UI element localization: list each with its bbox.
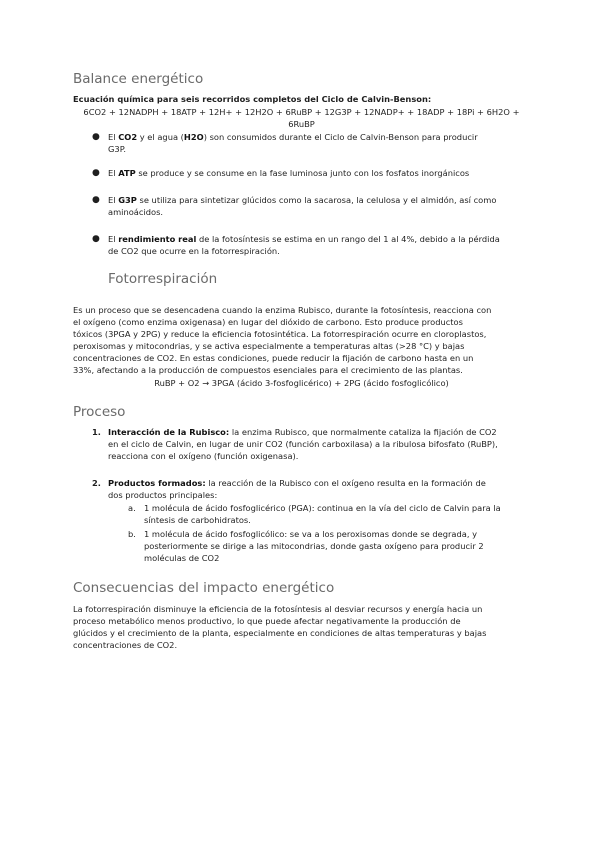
bullet-marker: ● bbox=[92, 234, 100, 244]
section-heading-proceso: Proceso bbox=[73, 404, 126, 420]
subitem-b-line-1: 1 molécula de ácido fosfoglicólico: se va a los peroxisomas donde se degrada, y bbox=[144, 529, 478, 539]
subitem-b-line-3: moléculas de CO2 bbox=[144, 553, 220, 563]
bullet-4-line-2: de CO2 que ocurre en la fotorrespiración. bbox=[108, 246, 280, 256]
reaction-equation: RuBP + O2 → 3PGA (ácido 3-fosfoglicérico) + 2PG (ácido fosfoglicólico) bbox=[154, 378, 449, 388]
paragraph-line: La fotorrespiración disminuye la eficiencia de la fotosíntesis al desviar recursos y energía hacia un bbox=[73, 604, 483, 614]
paragraph-line: el oxígeno (como enzima oxigenasa) en lugar del dióxido de carbono. Esto produce productos bbox=[73, 317, 463, 327]
paragraph-line: concentraciones de CO2. bbox=[73, 640, 178, 650]
bullet-marker: ● bbox=[92, 195, 100, 205]
equation-label: Ecuación química para seis recorridos completos del Ciclo de Calvin-Benson: bbox=[73, 94, 432, 104]
section-heading-consecuencias: Consecuencias del impacto energético bbox=[73, 580, 335, 596]
section-heading-fotorrespiracion: Fotorrespiración bbox=[108, 271, 218, 287]
sublist-letter: a. bbox=[128, 503, 136, 513]
paragraph-line: tóxicos (3PGA y 2PG) y reduce la eficiencia fotosintética. La fotorrespiración ocurre en cloroplastos, bbox=[73, 329, 487, 339]
paragraph-line: peroxisomas y mitocondrias, y se activa especialmente a temperaturas altas (>28 °C) y bajas bbox=[73, 341, 465, 351]
item-1-line-3: reacciona con el oxígeno (función oxigenasa). bbox=[108, 451, 299, 461]
bullet-1-line-1: El CO2 y el agua (H2O) son consumidos durante el Ciclo de Calvin-Benson para producir bbox=[108, 132, 478, 142]
paragraph-line: glúcidos y el crecimiento de la planta, especialmente en condiciones de altas temperaturas y bajas bbox=[73, 628, 487, 638]
section-heading-balance: Balance energético bbox=[73, 71, 204, 87]
bullet-2-line-1: El ATP se produce y se consume en la fase luminosa junto con los fosfatos inorgánicos bbox=[108, 168, 470, 178]
subitem-a-line-1: 1 molécula de ácido fosfoglicérico (PGA): continua en la vía del ciclo de Calvin para la bbox=[144, 503, 501, 513]
bullet-4-line-1: El rendimiento real de la fotosíntesis se estima en un rango del 1 al 4%, debido a la pérdida bbox=[108, 234, 500, 244]
bullet-3-line-1: El G3P se utiliza para sintetizar glúcidos como la sacarosa, la celulosa y el almidón, así como bbox=[108, 195, 497, 205]
bullet-1-line-2: G3P. bbox=[108, 144, 127, 154]
paragraph-line: concentraciones de CO2. En estas condiciones, puede reducir la fijación de carbono hasta en un bbox=[73, 353, 474, 363]
bullet-marker: ● bbox=[92, 168, 100, 178]
subitem-a-line-2: síntesis de carbohidratos. bbox=[144, 515, 251, 525]
item-1-line-2: en el ciclo de Calvin, en lugar de unir CO2 (función carboxilasa) a la ribulosa bifosfato (RuBP), bbox=[108, 439, 498, 449]
subitem-b-line-2: posteriormente se dirige a las mitocondrias, donde gasta oxígeno para producir 2 bbox=[144, 541, 484, 551]
paragraph-line: 33%, afectando a la producción de compuestos esenciales para el crecimiento de las plantas. bbox=[73, 365, 463, 375]
paragraph-line: proceso metabólico menos productivo, lo que puede afectar negativamente la producción de bbox=[73, 616, 461, 626]
sublist-letter: b. bbox=[128, 529, 136, 539]
list-number: 1. bbox=[92, 427, 101, 437]
list-number: 2. bbox=[92, 478, 101, 488]
equation-line-1: 6CO2 + 12NADPH + 18ATP + 12H+ + 12H2O + 6RuBP + 12G3P + 12NADP+ + 18ADP + 18Pi + 6H2O + bbox=[83, 107, 520, 117]
paragraph-line: Es un proceso que se desencadena cuando la enzima Rubisco, durante la fotosíntesis, reacciona con bbox=[73, 305, 492, 315]
item-1-line-1: Interacción de la Rubisco: la enzima Rubisco, que normalmente cataliza la fijación de CO2 bbox=[108, 427, 497, 437]
item-2-line-2: dos productos principales: bbox=[108, 490, 218, 500]
bullet-3-line-2: aminoácidos. bbox=[108, 207, 164, 217]
item-2-line-1: Productos formados: la reacción de la Rubisco con el oxígeno resulta en la formación de bbox=[108, 478, 486, 488]
bullet-marker: ● bbox=[92, 132, 100, 142]
equation-line-2: 6RuBP bbox=[288, 119, 315, 129]
